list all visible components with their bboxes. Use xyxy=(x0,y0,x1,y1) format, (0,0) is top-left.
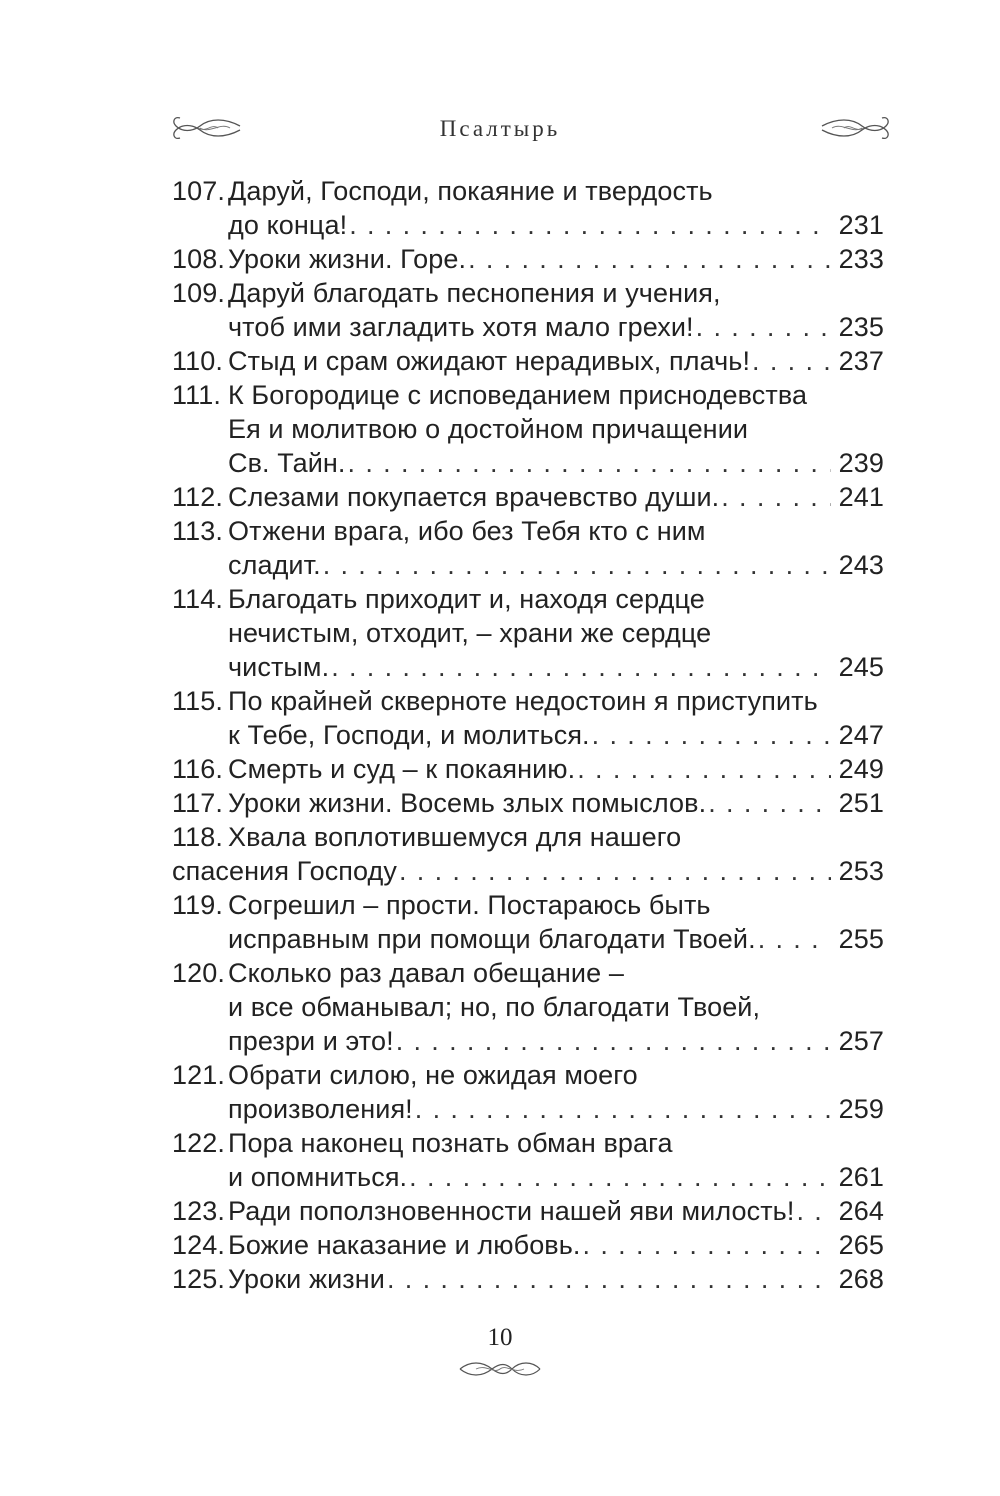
toc-line xyxy=(172,922,884,956)
toc-entry-title: Уроки жизни. Восемь злых помыслов. xyxy=(228,788,707,818)
toc-line xyxy=(172,752,884,786)
toc-entry-title: и опомниться. xyxy=(228,1162,408,1192)
toc-line xyxy=(172,548,884,582)
toc-line xyxy=(172,378,884,412)
running-header-title: Псалтырь xyxy=(439,116,561,141)
toc-page-number[interactable]: 231 xyxy=(838,210,884,240)
dot-leader xyxy=(796,1194,830,1228)
toc-line xyxy=(172,1262,884,1296)
toc-entry-title: Слезами покупается врачевство души. xyxy=(228,482,720,512)
toc-line xyxy=(172,1126,884,1160)
toc-entry-title: и все обманывал; но, по благодати Твоей, xyxy=(228,992,761,1022)
toc-line xyxy=(172,446,884,480)
toc-entry-title: Пора наконец познать обман врага xyxy=(228,1128,673,1158)
toc-line xyxy=(172,1024,884,1058)
toc-line xyxy=(172,582,884,616)
toc-line xyxy=(172,888,884,922)
toc-entry-title: Ради поползновенности нашей яви милость! xyxy=(228,1196,795,1226)
toc-entry-title: Стыд и срам ожидают нерадивых, плачь! xyxy=(228,346,751,376)
toc-line xyxy=(172,1194,884,1228)
toc-entry-title: Хвала воплотившемуся для нашего xyxy=(228,822,682,852)
toc-entry-title: Уроки жизни xyxy=(228,1264,385,1294)
dot-leader xyxy=(387,1262,831,1296)
toc-entry-title: Св. Тайн. xyxy=(228,448,346,478)
toc-line xyxy=(172,616,884,650)
toc-line xyxy=(172,854,884,888)
toc-line xyxy=(172,276,884,310)
toc-entry-title: Божие наказание и любовь. xyxy=(228,1230,581,1260)
toc-entry-title: Уроки жизни. Горе. xyxy=(228,244,467,274)
toc-page-number[interactable]: 233 xyxy=(838,244,884,274)
dot-leader xyxy=(577,752,830,786)
dot-leader xyxy=(323,548,831,582)
toc-page-number[interactable]: 245 xyxy=(838,652,884,682)
toc-entry-title: спасения Господу xyxy=(172,856,397,886)
toc-page-number[interactable]: 251 xyxy=(838,788,884,818)
toc-page-number[interactable]: 261 xyxy=(838,1162,884,1192)
toc-entry-number: 116. xyxy=(172,754,223,784)
toc-entry-number: 117. xyxy=(172,788,223,818)
toc-page-number[interactable]: 235 xyxy=(838,312,884,342)
toc-entry-title: Даруй, Господи, покаяние и твердость xyxy=(228,176,713,206)
toc-entry-number: 122. xyxy=(172,1128,225,1158)
toc-line xyxy=(172,242,884,276)
toc-entry-number: 120. xyxy=(172,958,225,988)
toc-page-number[interactable]: 268 xyxy=(838,1264,884,1294)
toc-entry-number: 111. xyxy=(172,380,221,410)
dot-leader xyxy=(758,922,831,956)
toc-entry-title: Даруй благодать песнопения и учения, xyxy=(228,278,721,308)
toc-entry-title: к Тебе, Господи, и молиться. xyxy=(228,720,590,750)
toc-page-number[interactable]: 259 xyxy=(838,1094,884,1124)
toc-page-number[interactable]: 247 xyxy=(838,720,884,750)
toc-page-number[interactable]: 243 xyxy=(838,550,884,580)
toc-entry-title: исправным при помощи благодати Твоей. xyxy=(228,924,756,954)
toc-line xyxy=(172,174,884,208)
flourish-bottom-icon xyxy=(456,1358,544,1380)
dot-leader xyxy=(721,480,830,514)
toc-line xyxy=(172,650,884,684)
toc-line xyxy=(172,1160,884,1194)
dot-leader xyxy=(396,1024,831,1058)
dot-leader xyxy=(592,718,831,752)
toc-line xyxy=(172,820,884,854)
toc-entry-number: 125. xyxy=(172,1264,225,1294)
toc-page-number[interactable]: 255 xyxy=(838,924,884,954)
toc-line xyxy=(172,990,884,1024)
toc-entry-title: Благодать приходит и, находя сердце xyxy=(228,584,705,614)
toc-line xyxy=(172,1228,884,1262)
toc-entry-number: 119. xyxy=(172,890,223,920)
toc-page-number[interactable]: 264 xyxy=(838,1196,884,1226)
toc-entry-number: 118. xyxy=(172,822,223,852)
toc-entry-title: произволения! xyxy=(228,1094,413,1124)
toc-line xyxy=(172,718,884,752)
toc-entry-title: Отжени врага, ибо без Тебя кто с ним xyxy=(228,516,706,546)
toc-line xyxy=(172,310,884,344)
dot-leader xyxy=(348,446,831,480)
toc-line xyxy=(172,786,884,820)
dot-leader xyxy=(696,310,831,344)
toc-line xyxy=(172,1092,884,1126)
page-number: 10 xyxy=(487,1324,513,1351)
toc-entry-number: 121. xyxy=(172,1060,225,1090)
toc-line xyxy=(172,684,884,718)
toc-line xyxy=(172,208,884,242)
toc-entry-number: 108. xyxy=(172,244,225,274)
toc-entry-title: Смерть и суд – к покаянию. xyxy=(228,754,576,784)
toc-page-number[interactable]: 241 xyxy=(838,482,884,512)
toc-entry-number: 107. xyxy=(172,176,225,206)
toc-entry-number: 124. xyxy=(172,1230,225,1260)
dot-leader xyxy=(468,242,831,276)
toc-entry-title: чтоб ими загладить хотя мало грехи! xyxy=(228,312,694,342)
flourish-right-icon xyxy=(820,114,892,144)
toc-entry-number: 115. xyxy=(172,686,223,716)
toc-page-number[interactable]: 249 xyxy=(838,754,884,784)
dot-leader xyxy=(583,1228,831,1262)
running-header xyxy=(0,112,1000,152)
dot-leader xyxy=(331,650,830,684)
toc-entry-title: нечистым, отходит, – храни же сердце xyxy=(228,618,712,648)
dot-leader xyxy=(415,1092,831,1126)
toc-entry-number: 123. xyxy=(172,1196,225,1226)
toc-entry-number: 112. xyxy=(172,482,223,512)
toc-entry-title: Ея и молитвою о достойном причащении xyxy=(228,414,749,444)
dot-leader xyxy=(409,1160,830,1194)
toc-entry-title: По крайней скверноте недостоин я приступить xyxy=(228,686,818,716)
toc-line xyxy=(172,344,884,378)
toc-entry-title: Согрешил – прости. Постараюсь быть xyxy=(228,890,711,920)
dot-leader xyxy=(752,344,831,378)
toc-line xyxy=(172,956,884,990)
toc-entry-number: 113. xyxy=(172,516,223,546)
toc-entry-number: 109. xyxy=(172,278,225,308)
toc-page-number[interactable]: 239 xyxy=(838,448,884,478)
dot-leader xyxy=(349,208,830,242)
toc-entry-number: 110. xyxy=(172,346,223,376)
dot-leader xyxy=(399,854,831,888)
toc-entry-title: Сколько раз давал обещание – xyxy=(228,958,624,988)
toc-page-number[interactable]: 237 xyxy=(838,346,884,376)
toc-line xyxy=(172,480,884,514)
toc-entry-title: презри и это! xyxy=(228,1026,394,1056)
dot-leader xyxy=(708,786,830,820)
toc-page-number[interactable]: 253 xyxy=(838,856,884,886)
toc-entry-title: К Богородице с исповеданием приснодевства xyxy=(228,380,808,410)
toc-entry-title: сладит. xyxy=(228,550,321,580)
toc-entry-number: 114. xyxy=(172,584,223,614)
toc-entry-title: Обрати силою, не ожидая моего xyxy=(228,1060,638,1090)
toc-line xyxy=(172,514,884,548)
toc-page-number[interactable]: 265 xyxy=(838,1230,884,1260)
toc-line xyxy=(172,1058,884,1092)
toc-entry-title: чистым. xyxy=(228,652,330,682)
toc-line xyxy=(172,412,884,446)
table-of-contents xyxy=(172,174,884,1296)
toc-entry-title: до конца! xyxy=(228,210,348,240)
toc-page-number[interactable]: 257 xyxy=(838,1026,884,1056)
